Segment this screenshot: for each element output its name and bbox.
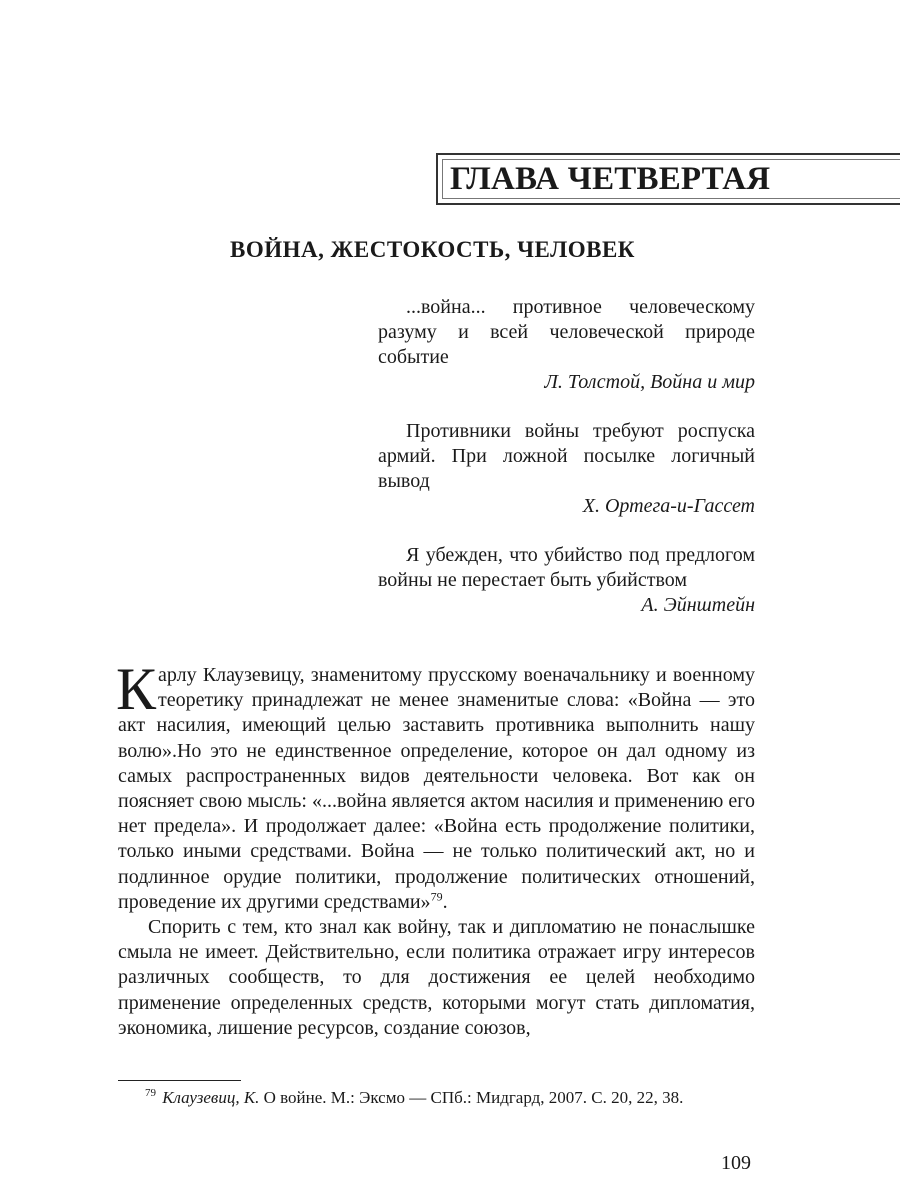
- chapter-title: ГЛАВА ЧЕТВЕРТАЯ: [450, 160, 771, 197]
- footnote-author: Клаузевиц, К.: [162, 1088, 260, 1107]
- epigraph-text: Противники войны требуют роспуска армий. При ложной посылке логичный вывод: [378, 420, 755, 492]
- epigraph-author: Х. Ортега-и-Гассет: [582, 495, 755, 517]
- footnote-divider: [118, 1080, 241, 1081]
- body-text: [116, 656, 755, 1041]
- paragraph: [118, 915, 755, 1041]
- epigraph-text: Я убежден, что убийство под предлогом войны не перестает быть убийством: [378, 544, 755, 591]
- epigraph: [378, 295, 755, 395]
- epigraph: [378, 419, 755, 519]
- paragraph-text: арлу Клаузевицу, знаменитому прусскому военачальнику и военному теоретику принадлежат не менее знаменитые слова: «Война — это акт насилия, имеющий целью заставить противника выполнить нашу волю».Но это не единственное определение, которое он дал одному из самых распространенных видов деятельности человека. Вот как он поясняет свою мысль: «...война является актом насилия и применению его нет предела». И продолжает далее: «Война есть продолжение политики, только иными средствами. Война — не только политический акт, но и подлинное орудие политики, продолжение политических отношений, проведение их другими средствами»: [118, 664, 755, 913]
- epigraph-text: ...война... противное человеческому разуму и всей человеческой природе событие: [378, 296, 755, 368]
- epigraph: [378, 543, 755, 618]
- footnote-reference[interactable]: 79: [430, 889, 443, 904]
- page-number: 109: [721, 1152, 751, 1174]
- paragraph-text: Спорить с тем, кто знал как войну, так и дипломатию не понаслышке смыла не имеет. Действительно, если политика отражает игру интересов различных сообществ, то для достижения ее целей необходимо применение определенных средств, которыми могут стать дипломатия, экономика, лишение ресурсов, создание союзов,: [118, 916, 755, 1039]
- drop-cap: К: [116, 656, 157, 722]
- section-title: ВОЙНА, ЖЕСТОКОСТЬ, ЧЕЛОВЕК: [230, 237, 635, 262]
- footnote-number: 79: [145, 1087, 156, 1100]
- footnote-text: О войне. М.: Эксмо — СПб.: Мидгард, 2007. С. 20, 22, 38.: [259, 1088, 684, 1107]
- epigraphs: [378, 295, 755, 642]
- chapter-heading-box: [436, 153, 900, 205]
- footnote: [145, 1087, 765, 1109]
- paragraph: Карлу Клаузевицу, знаменитому прусскому военачальнику и военному теоретику принадлежат не менее знаменитые слова: «Война — это акт насилия, имеющий целью заставить противника выполнить нашу волю».Но это не единственное определение, которое он дал одному из самых распространенных видов деятельности человека. Вот как он поясняет свою мысль: «...война является актом насилия и применению его нет предела». И продолжает далее: «Война есть продолжение политики, только иными средствами. Война — не только политический акт, но и подлинное орудие политики, продолжение политических отношений, проведение их другими средствами»$^{79}$.: [116, 656, 755, 913]
- epigraph-author: А. Эйнштейн: [641, 594, 755, 616]
- epigraph-author: Л. Толстой, Война и мир: [544, 371, 755, 393]
